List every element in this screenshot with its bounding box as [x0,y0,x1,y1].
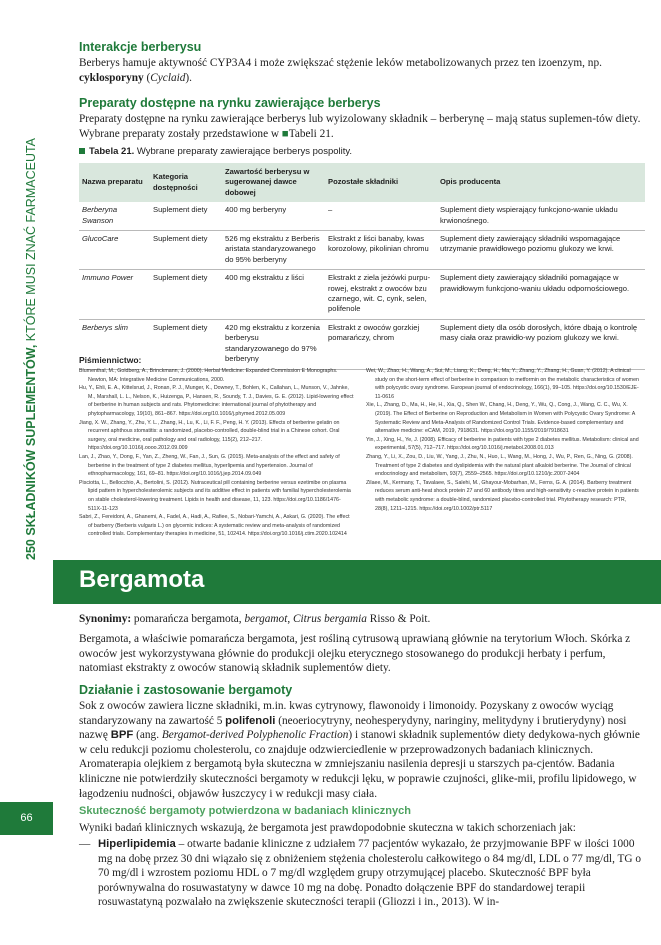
reference-item: Xie, L., Zhang, D., Ma, H., He, H., Xia, Q., Shen W., Chang, H., Deng, Y., Wu, Q., Cong, J., Wang, C. C., Wu, X. (2019). The Effect of Berberine on Reproduction and Metabolism in Women with Polycystic Ovary Syndrome: A Systematic Review and Meta-Analysis of Randomized Control Trials. Evidence-based complementary and alternative medicine: eCAM, 2019, 7918631. https://doi.org/10.1155/2019/7918631 [366,402,635,435]
table-cell: Immuno Power [79,270,150,320]
drug-name: cyklosporyny [79,71,144,84]
synonyms-label: Synonimy: [79,613,132,625]
list-item: — Hiperlipidemia – otwarte badanie kliniczne z udziałem 77 pacjentów wykazało, że przyjmowanie BPF w ilości 1000 mg na dobę przez 30 dni wiązało się z obniżeniem stężenia cholesterolu całkowitego o 84 mg/dl, LDL o 77 mg/dl, TG o 70 mg/dl i wzrostem poziomu HDL o 7 mg/dl względem grupy otrzymującej placebo. Skuteczność BPF była porównywalna do rosuwastatyny w dawce 10 mg na dobę. Ponadto dołączenie BPF do standardowej terapii rosuwastatyną pozwalało na zwiększenie skuteczności terapii (Gliozzi i in., 2013). W in- [79,838,642,909]
reference-item: Sabri, Z., Fereidoni, A., Ghanemi, A., Fadel, A., Hadi, A., Rafiee, S., Nobari-Yamchi, A., Askari, G. (2020). The effect of barberry (Berberis vulgaris L.) on glycemic indices: A systematic review and meta-analysis of randomized controlled trials. Complementary therapies in medicine, 51, 102414. https://doi.org/10.1016/j.ctim.2020.102414 [79,514,350,538]
table-cell: – [325,202,437,230]
table-row [79,202,645,230]
reference-item: Blumenthal, M., Goldberg, A., Brinckmann, J. (2000). Herbal Medicine: Expanded Commission E Monographs. Newton, MA: Integrative Medicine Communications, 2000. [79,368,338,383]
side-running-title [10,100,46,570]
para-products: Preparaty dostępne na rynku zawierające berberys lub wyizolowany składnik – berberynę – mają status suplemen-tów diety. Wybrane preparaty zostały przedstawione w ■Tabeli 21. [79,113,641,140]
table-header: Zawartość berberysu w sugerowanej dawce dobowej [222,163,325,202]
para-efficacy-intro: Wyniki badań klinicznych wskazują, że bergamota jest prawdopodobnie skuteczna w takich schorzeniach jak: [79,822,576,834]
references-left-column [79,367,354,539]
table-header: Nazwa preparatu [79,163,150,202]
bullet-dash: — [79,838,91,850]
para-intro: Bergamota, a właściwie pomarańcza bergamota, jest rośliną cytrusową uprawianą głównie na terytorium Włoch. Skórka z owoców jest wykorzystywana głównie do produkcji olejku eterycznego stosowanego do produkcji herbaty i perfum, natomiast ekstrakty z owoców stanowią składnik suplementów diety. [79,633,631,675]
table-cell: Ekstrakt z owoców gorzkiej pomarańczy, chrom [325,319,437,369]
table-header: Opis producenta [437,163,645,202]
table-cell: Suplement diety wspierający funkcjono-wanie układu krwionośnego. [437,202,645,230]
table-header: Kategoria dostępności [150,163,222,202]
heading-action: Działanie i zastosowanie bergamoty [79,683,293,697]
table-cell: Suplement diety dla osób dorosłych, które dbają o kontrolę masy ciała oraz prawidło-wy poziom glukozy we krwi. [437,319,645,369]
page-number: 66 [20,812,33,824]
reference-item: Jiang, X. W., Zhang, Y., Zhu, Y. L., Zhang, H., Lu, K., Li, F. F., Peng, H. Y. (2013). Effects of berberine gelatin on recurrent aphthous stomatitis: a randomized, placebo-controlled, double-blind trial in a Chinese cohort. Oral surgery, oral medicine, oral pathology and oral radiology, 115(2), 212–217. https://doi.org/10.1016/j.oooo.2012.09.009 [79,419,340,452]
reference-item: Lan, J., Zhao, Y., Dong, F., Yan, Z., Zheng, W., Fan, J., Sun, G. (2015). Meta-analysis of the effect and safety of berberine in the treatment of type 2 diabetes mellitus, hyperlipemia and hypertension. Journal of ethnopharmacology, 161, 69–81. https://doi.org/10.1016/j.jep.2014.09.049 [79,453,340,478]
side-title-bold: 250 SKŁADNIKÓW SUPLEMENTÓW, [24,344,38,560]
reference-item: Pisciotta, L., Bellocchio, A., Bertolini, S. (2012). Nutraceutical pill containing berberine versus ezetimibe on plasma lipid pattern in hypercholesterolemic subjects and its additive effect in patients with familial hypercholesterolemia on stable cholesterol-lowering treatment. Lipids in health and disease, 11, 123. https://doi.org/10.1186/1476-511X-11-123 [79,479,351,512]
reference-item: Wei, W., Zhao, H., Wang, A., Sui, M., Liang, K., Deng, H., Ma, Y., Zhang, Y., Zhang, H., Guan, Y. (2012). A clinical study on the short-term effect of berberine in comparison to metformin on the metabolic characteristics of women with polycystic ovary syndrome. European journal of endocrinology, 166(1), 99–105. https://doi.org/10.1530/EJE-11-0616 [366,368,639,400]
table-header-row [79,163,645,202]
table-cell: Ekstrakt z liści banaby, kwas korozolowy, pikolinian chromu [325,231,437,270]
table-header: Pozostałe składniki [325,163,437,202]
table-row [79,319,645,369]
heading-products: Preparaty dostępne na rynku zawierające berberys [79,96,381,110]
table-cell: Suplement diety zawierający składniki wspomagające utrzymanie prawidłowego poziomu glukozy we krwi. [437,231,645,270]
reference-item: Hu, Y., Ehli, E. A., Kittelsrud, J., Ronan, P. J., Munger, K., Downey, T., Bohlen, K., Callahan, L., Munson, V., Jahnke, M., Marshall, L. L., Nelson, K., Huizenga, P., Hansen, R., Soundy, T. J., Davies, G. E. (2012). Lipid-lowering effect of berberine in human subjects and rats. Phytomedicine: international journal of phytotherapy and phytopharmacology, 19(10), 861–867. https://doi.org/10.1016/j.phymed.2012.05.009 [79,385,354,417]
references-title: Piśmiennictwo: [79,355,142,365]
caption-square-icon [79,148,85,154]
reference-item: Yin, J., Xing, H., Ye, J. (2008). Efficacy of berberine in patients with type 2 diabetes mellitus. Metabolism: clinical and experimental, 57(5), 712–717. https://doi.org/10.1016/j.metabol.2008.01.013 [366,436,639,452]
table-cell: Ekstrakt z ziela jeżówki purpu-rowej, ekstrakt z owoców bzu czarnego, wit. C, cynk, selen, polifenole [325,270,437,320]
reference-item: Zilaee, M., Kermany, T., Tavalaee, S., Salehi, M., Ghayour-Mobarhan, M., Ferns, G. A. (2014). Barberry treatment reduces serum anti-heat shock protein 27 and 60 antibody titres and high-sensitivity c-reactive protein in patients with metabolic syndrome: a double-blind, randomized placebo-controlled trial. Phytotherapy research: PTR, 28(8), 1211–1215. https://doi.org/10.1002/ptr.5117 [366,479,639,512]
svg-text:250 SKŁADNIKÓW SUPLEMENTÓW, KT [23,137,38,560]
products-table [79,163,645,370]
table-cell: Berberyna Swanson [79,202,150,230]
para-action: Sok z owoców zawiera liczne składniki, m.in. kwas cytrynowy, flawonoidy i limonoidy. Pozyskany z owoców wyciąg standaryzowany na zawartość 5 polifenoli (neoeriocytryny, neohesperydyny, naringiny, melitydyny i brutierydyny) nosi nazwę BPF (ang. Bergamot-derived Polyphenolic Fraction) i stanowi składnik suplementów diety dedykowa-nych głównie w celu redukcji poziomu cholesterolu, co znajduje odzwierciedlenie w przeprowadzonych badaniach klinicznych. Aromaterapia olejkiem z bergamotą była skuteczna w zmniejszaniu nasilenia depresji u starszych pa-cjentów. Badania kliniczne nie potwierdziły skuteczności bergamoty w redukcji lęku, w poprawie czujności, glike-mii, profilu lipidowego, w łagodzeniu nudności, objawów łuszczycy i w redukcji masy ciała. [79,700,640,800]
para-interactions: Berberys hamuje aktywność CYP3A4 i może zwiększać stężenie leków metabolizowanych przez ten izoenzym, np. cyklosporyny (Cyclaid). [79,57,602,84]
table-cell: Suplement diety [150,319,222,369]
table-caption: Tabela 21. Wybrane preparaty zawierające berberys pospolity. [79,146,352,157]
reference-item: Zhang, Y., Li, X., Zou, D., Liu, W., Yang, J., Zhu, N., Huo, L., Wang, M., Hong, J., Wu, P., Ren, G., Ning, G. (2008). Treatment of type 2 diabetes and dyslipidemia with the natural plant alkaloid berberine. The Journal of clinical endocrinology and metabolism, 93(7), 2559–2565. https://doi.org/10.1210/jc.2007-2404 [366,453,633,478]
table-cell: Suplement diety [150,202,222,230]
table-cell: 420 mg ekstraktu z korzenia berberysu standaryzowanego do 97% berberyny [222,319,325,369]
table-cell: 400 mg berberyny [222,202,325,230]
page-number-box [0,802,53,835]
heading-interactions: Interakcje berberysu [79,40,202,54]
table-row [79,231,645,270]
heading-efficacy: Skuteczność bergamoty potwierdzona w badaniach klinicznych [79,805,411,817]
table-row [79,270,645,320]
section-banner [53,560,661,604]
references-right-column [366,367,641,513]
table-cell: Suplement diety zawierający składniki pomagające w prawidłowym funkcjono-waniu układu odpornościowego. [437,270,645,320]
side-title-regular: KTÓRE MUSI ZNAĆ FARMACEUTA [24,137,38,345]
bullet-label: Hiperlipidemia [98,838,176,850]
table-cell: 526 mg ekstraktu z Berberis aristata standaryzowanego do 95% berberyny [222,231,325,270]
table-cell: GlucoCare [79,231,150,270]
table-reference-link[interactable]: Tabeli 21. [288,127,334,140]
table-cell: 400 mg ekstraktu z liści [222,270,325,320]
section-title: Bergamota [79,566,205,593]
table-cell: Suplement diety [150,231,222,270]
table-cell: Berberys slim [79,319,150,369]
para-synonyms: Synonimy: pomarańcza bergamota, bergamot, Citrus bergamia Risso & Poit. [79,613,431,625]
table-cell: Suplement diety [150,270,222,320]
